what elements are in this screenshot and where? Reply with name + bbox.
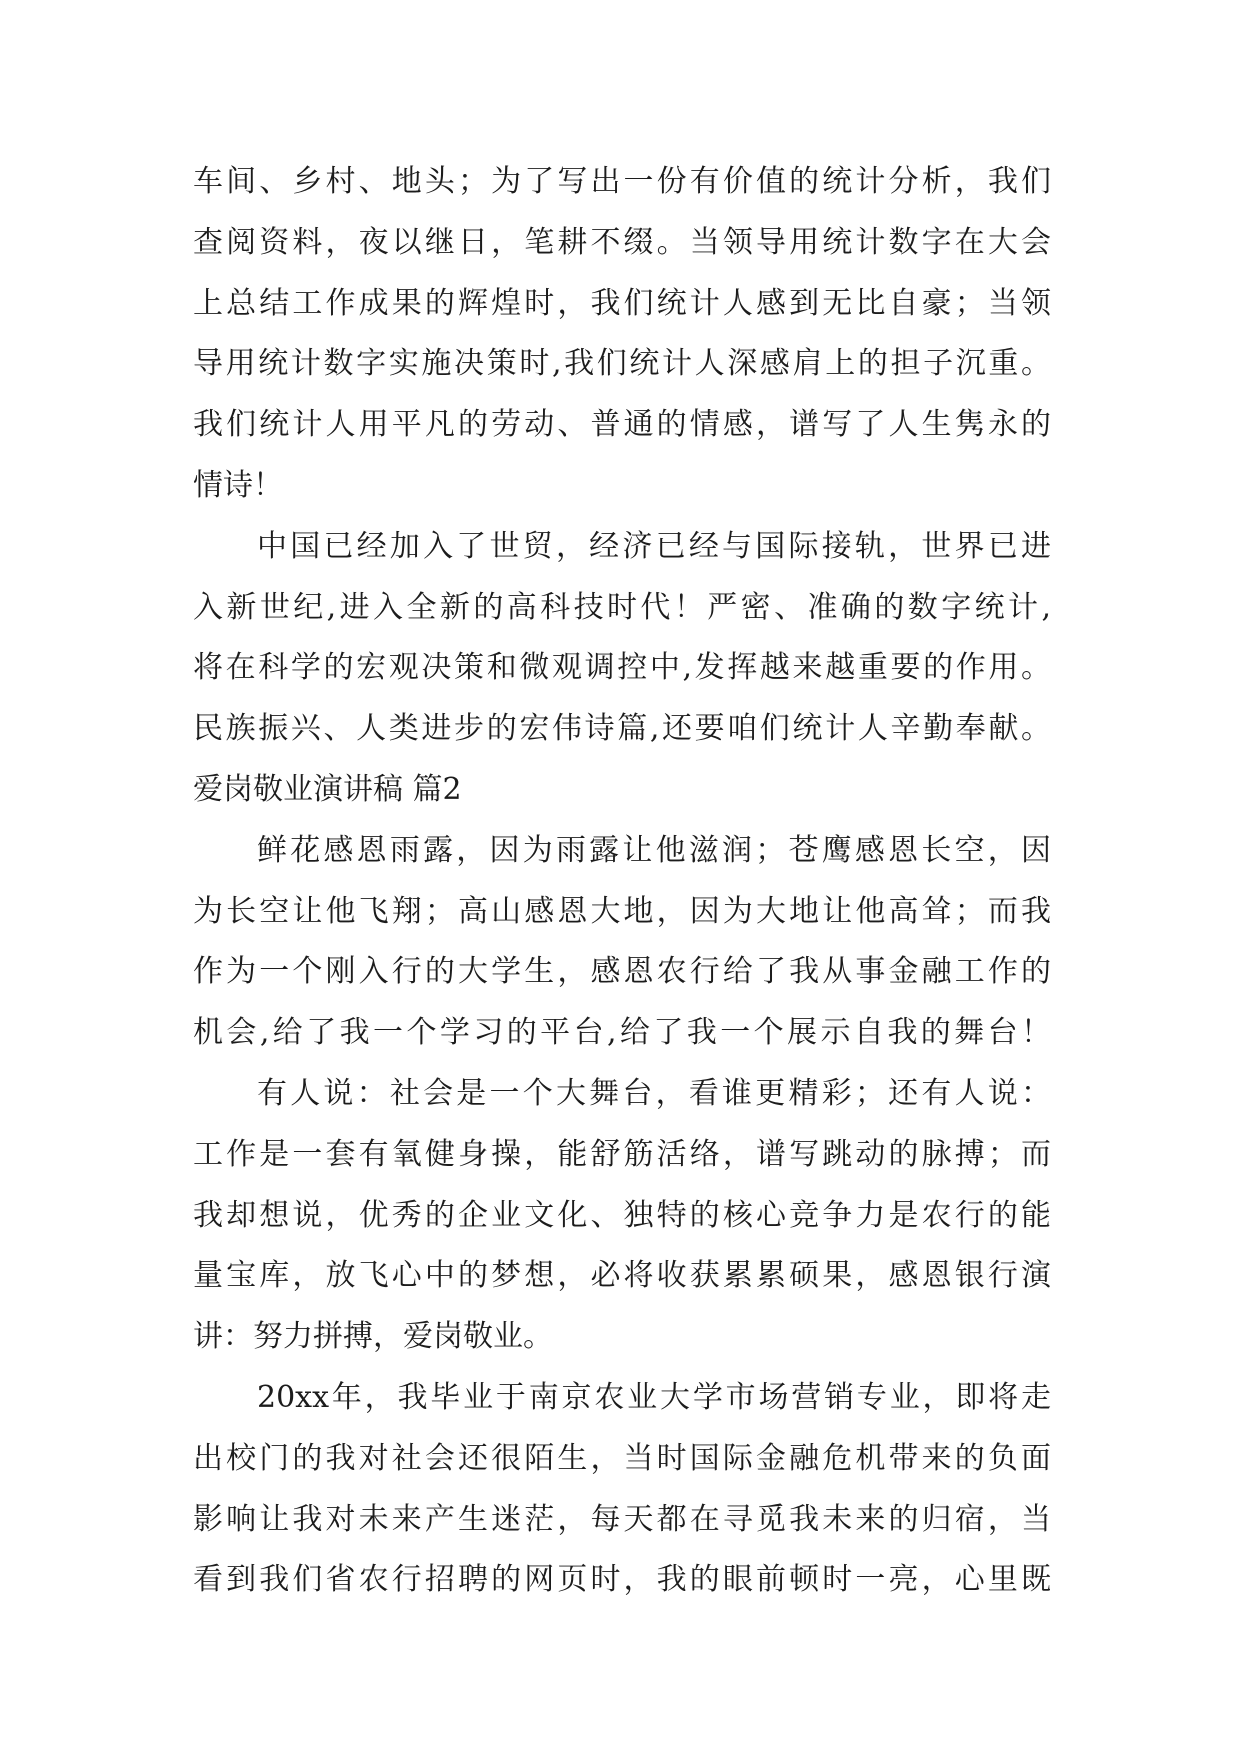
paragraph-first-line: 20xx年，我毕业于南京农业大学市场营销专业，即将走 [257,1379,1051,1415]
section-heading: 爱岗敬业演讲稿 篇2 [193,771,462,807]
text-line: 情诗！ [193,467,283,503]
text-line: 为长空让他飞翔；高山感恩大地，因为大地让他高耸；而我 [193,893,1051,929]
text-line: 工作是一套有氧健身操，能舒筋活络，谱写跳动的脉搏；而 [193,1136,1051,1172]
text-line: 我却想说，优秀的企业文化、独特的核心竞争力是农行的能 [193,1197,1051,1233]
text-line: 看到我们省农行招聘的网页时，我的眼前顿时一亮，心里既 [193,1562,1051,1598]
paragraph-first-line: 鲜花感恩雨露，因为雨露让他滋润；苍鹰感恩长空，因 [257,832,1051,868]
text-line: 量宝库，放飞心中的梦想，必将收获累累硕果，感恩银行演 [193,1258,1051,1294]
text-line: 上总结工作成果的辉煌时，我们统计人感到无比自豪；当领 [193,285,1051,321]
text-line: 民族振兴、人类进步的宏伟诗篇,还要咱们统计人辛勤奉献。 [193,711,1051,747]
paragraph-first-line: 有人说：社会是一个大舞台，看谁更精彩；还有人说： [257,1075,1051,1111]
text-line: 入新世纪,进入全新的高科技时代！严密、准确的数字统计, [193,589,1051,625]
paragraph-first-line: 中国已经加入了世贸，经济已经与国际接轨，世界已进 [257,528,1051,564]
text-line: 车间、乡村、地头；为了写出一份有价值的统计分析，我们 [193,164,1051,199]
text-line: 将在科学的宏观决策和微观调控中,发挥越来越重要的作用。 [193,650,1051,686]
text-line: 作为一个刚入行的大学生，感恩农行给了我从事金融工作的 [193,954,1051,990]
text-line: 查阅资料，夜以继日，笔耕不缀。当领导用统计数字在大会 [193,224,1051,260]
text-line: 我们统计人用平凡的劳动、普通的情感，谱写了人生隽永的 [193,407,1051,443]
text-line: 导用统计数字实施决策时,我们统计人深感肩上的担子沉重。 [193,346,1051,382]
text-line: 讲：努力拼搏，爱岗敬业。 [193,1319,553,1355]
text-line: 机会,给了我一个学习的平台,给了我一个展示自我的舞台！ [193,1015,1051,1051]
text-line: 影响让我对未来产生迷茫，每天都在寻觅我未来的归宿，当 [193,1501,1051,1537]
text-line: 出校门的我对社会还很陌生，当时国际金融危机带来的负面 [193,1440,1051,1476]
document-body [193,152,1051,1611]
